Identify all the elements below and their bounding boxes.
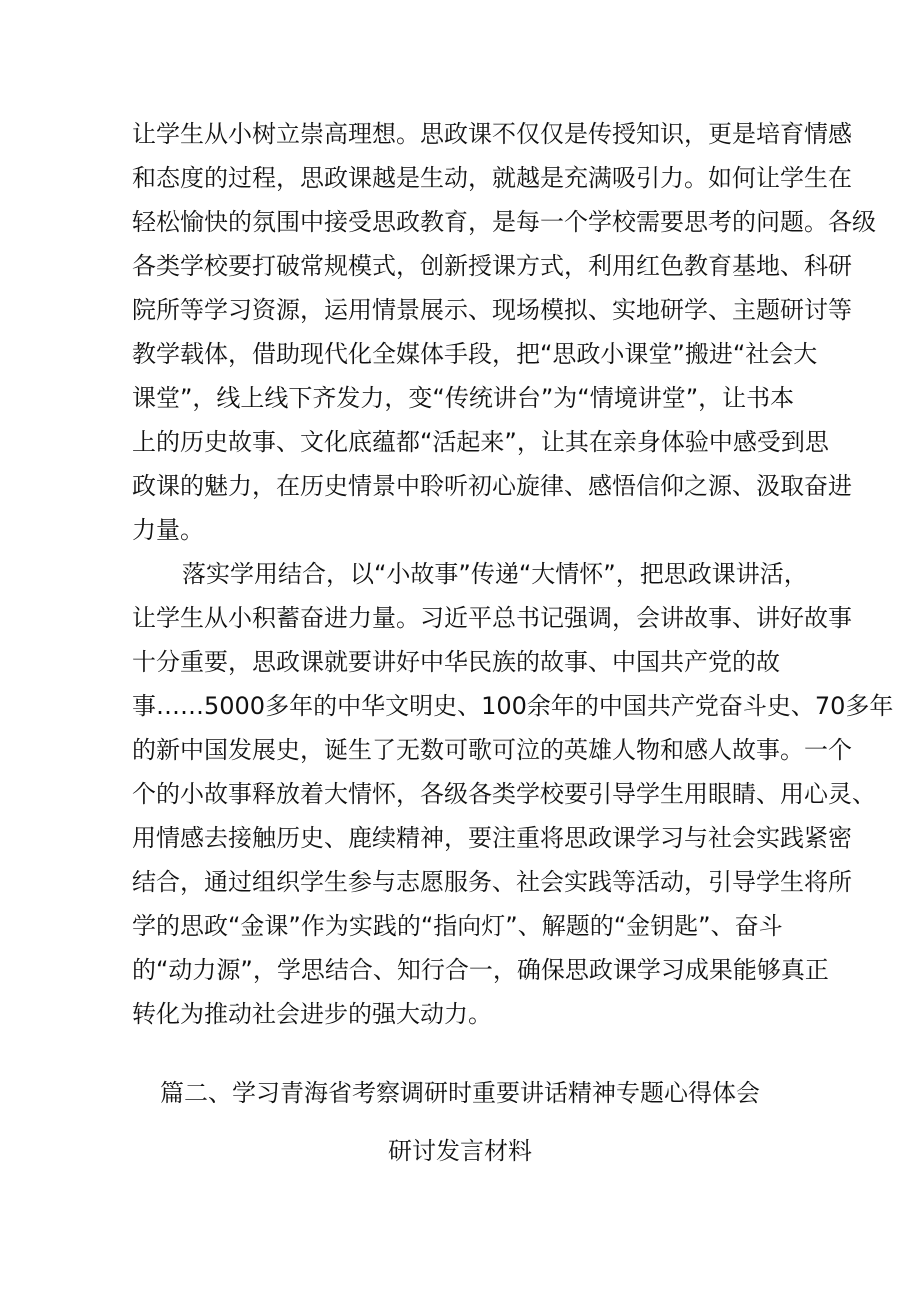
paragraph-line: 十分重要，思政课就要讲好中华民族的故事、中国共产党的故 bbox=[132, 648, 780, 676]
paragraph-line: 转化为推动社会进步的强大动力。 bbox=[132, 1000, 492, 1028]
paragraph-line: 用情感去接触历史、鹿续精神，要注重将思政课学习与社会实践紧密 bbox=[132, 824, 852, 852]
paragraph-line: 轻松愉快的氛围中接受思政教育，是每一个学校需要思考的问题。各级 bbox=[132, 208, 876, 236]
section-heading-line-2: 研讨发言材料 bbox=[388, 1137, 532, 1165]
paragraph-line: 院所等学习资源，运用情景展示、现场模拟、实地研学、主题研讨等 bbox=[132, 296, 852, 324]
paragraph-line: 结合，通过组织学生参与志愿服务、社会实践等活动，引导学生将所 bbox=[132, 868, 852, 896]
paragraph-line: 的“动力源”，学思结合、知行合一，确保思政课学习成果能够真正 bbox=[132, 956, 829, 984]
paragraph-line: 让学生从小积蓄奋进力量。习近平总书记强调，会讲故事、讲好故事 bbox=[132, 604, 852, 632]
paragraph-line: 事……5000多年的中华文明史、100余年的中国共产党奋斗史、70多年 bbox=[132, 692, 894, 720]
paragraph-line: 的新中国发展史，诞生了无数可歌可泣的英雄人物和感人故事。一个 bbox=[132, 736, 852, 764]
paragraph-line: 政课的魅力，在历史情景中聆听初心旋律、感悟信仰之源、汲取奋进 bbox=[132, 472, 852, 500]
paragraph-line: 课堂”，线上线下齐发力，变“传统讲台”为“情境讲堂”，让书本 bbox=[132, 384, 795, 412]
paragraph-line: 让学生从小树立崇高理想。思政课不仅仅是传授知识，更是培育情感 bbox=[132, 120, 852, 148]
paragraph-line: 个的小故事释放着大情怀，各级各类学校要引导学生用眼睛、用心灵、 bbox=[132, 780, 876, 808]
paragraph-line: 力量。 bbox=[132, 516, 204, 544]
paragraph-line: 上的历史故事、文化底蕴都“活起来”，让其在亲身体验中感受到思 bbox=[132, 428, 829, 456]
paragraph-line: 学的思政“金课”作为实践的“指向灯”、解题的“金钥匙”、奋斗 bbox=[132, 912, 783, 940]
paragraph-line: 和态度的过程，思政课越是生动，就越是充满吸引力。如何让学生在 bbox=[132, 164, 852, 192]
section-heading-line-1: 篇二、学习青海省考察调研时重要讲话精神专题心得体会 bbox=[160, 1079, 760, 1107]
paragraph-line: 各类学校要打破常规模式，创新授课方式，利用红色教育基地、科研 bbox=[132, 252, 852, 280]
paragraph-line: 落实学用结合，以“小故事”传递“大情怀”，把思政课讲活， bbox=[182, 560, 808, 588]
paragraph-line: 教学载体，借助现代化全媒体手段，把“思政小课堂”搬进“社会大 bbox=[132, 340, 818, 368]
